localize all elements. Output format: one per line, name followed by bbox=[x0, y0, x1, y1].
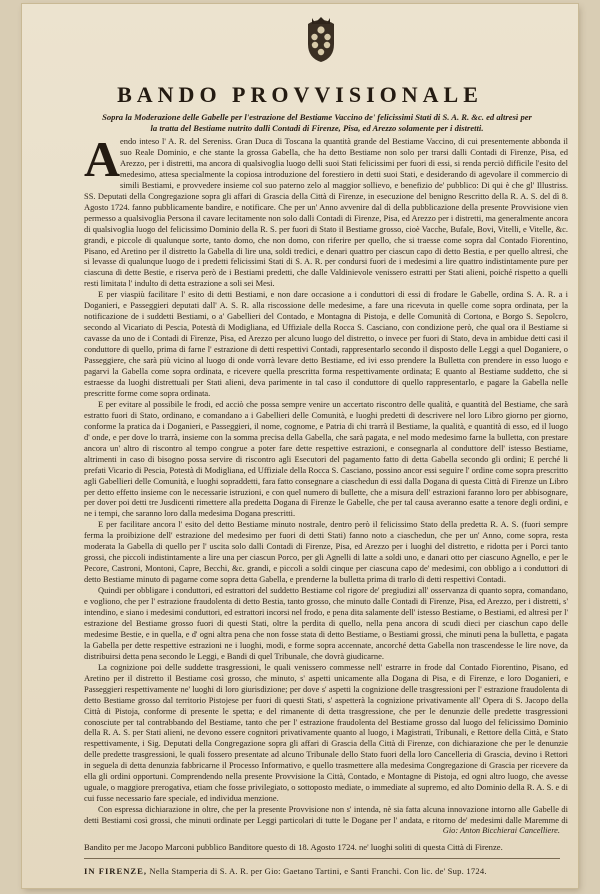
document-subtitle: Sopra la Moderazione delle Gabelle per l'estrazione del Bestiame Vaccino de' felicissimi Stati di S. A. R. &c. ed altresì per la tratta del Bestiame nutrito dalli Contadi di Firenze, Pisa, ed Arezzo solamente per i distretti. bbox=[102, 112, 532, 133]
paragraph: E per evitare al possibile le frodi, ed acciò che possa sempre venire un accertato riscontro delle qualità, e quantità del Bestiame, che sarà estratto fuori di Stato, ordinano, e comandano a i Gabellieri delle Comunità, e luoghi predetti di descrivere nel loro Libro giorno per giorno, conforme la pratica da i Doganieri, e Passeggieri, il nome, cognome, e Patria di chi trarrà il Bestiame, la qualità, e quantità di esso, ed il luogo d' onde, e per dove lo trarrà, insieme con la somma precisa della Gabella, che sarà pagata, e nel modo medesimo farne la bulletta, con prestare ancora un' altro di riscontro al tempo congrue a poter fare dette respettive estrazioni, e consegnarla al conduttore dell' istesso Bestiame, altrimenti in caso di bisogno possa servire di riscontro agli Esecutori del pagamento fatto di detta Gabella secondo gli ordini; E perché li prefati Vicario di Pescia, Potestà di Modigliana, ed Uffiziale della Rocca S. Casciano, possino ancor essi seguire l' ordine come sopra prescritto agli Gabellieri delle Comunità, e luoghi sopraddetti, fara fatto consegnare a ciaschedun di essi dalla Dogana di questa Città di Firenze un Libro per detto effetto insieme con le necessarie istruzioni, e con quel numero di bullette, che a misura dell' estrazioni faranno loro per abbisognare, per dover poi detti tre Jusdicenti rimettere alla predetta Dogana di Firenze le Gabelle, che per tal causa averanno esatte a tenore degli ordini, e ne i tempi, che saranno loro dalla medesima Dogana prescritti. bbox=[84, 398, 568, 519]
document-body bbox=[84, 131, 568, 826]
paragraph: endo inteso l' A. R. del Sereniss. Gran Duca di Toscana la quantità grande del Bestiame Vaccino, di cui presentemente abbonda il suo Reale Dominio, e che stante la grossa Gabella, che ha detto Bestiame non solo per trarsi dalli Contadi di Firenze, Pisa, ed Arezzo, per i distretti, ma ancora di qualsivoglia luogo delli suoi Stati felicissimi per fuori di essi, si renda perciò difficile l'esito del medesimo, attesa specialmente la copiosa introduzione del forestiero in detti suoi Stati, e desiderando di agevolare il commercio di simili Bestiami, e provvedere insieme col suo paterno zelo al maggior sollievo, e benefizio de' pubblico: Di qui è che gl' Illustriss. SS. Deputati della Congregazione sopra gli affari di Grascia della Città di Firenze, in esecuzione del benigno Rescritto della R. A. S. del dì 8. Agosto 1724. fanno pubblicamente bandire, e notificare. Che per un' Anno avvenire dal dì della pubblicazione della presente Provvisione vien permesso a qualsivoglia Persona il cavare lecitamente non solo dalli Contadi di Firenze, Pisa, ed Arezzo per i distretti, ma generalmente ancora di qualsivoglia luogo del felicissimo Dominio della R. S. per fuori di Stato il Bestiame grosso, cioè Vacche, Bufale, Bovi, Vitelli, e Vitelle, &c. grandi, e piccole di qualunque sorte, tanto domo, che non domo, con riferire per quello, che si traesse come sopra dal Contado Fiorentino, Pisano, ed Aretino per il distretto la Gabella di lire una, soldi tredici, e denari quattro per ciascun capo di detto Bestia, e per quello altresì, che si levasse di qualunque luogo de i predetti felicissimi Stati di S. A. R. per condursi fuori de i medesimi a lire quattro indistintamente pure per ciascuna di dette Bestie, e riserva però de i Bestiami predetti, che dalle Valdinievole venissero estratti per Stati alieni, poiché rispetto a quelli resti limitata l' indulto di detta estrazione a soli sei Mesi. bbox=[84, 136, 568, 289]
chancellor-signature: Gio: Anton Bicchierai Cancelliere. bbox=[442, 826, 560, 835]
drop-cap: A bbox=[84, 131, 121, 187]
paragraph: Quindi per obbligare i conduttori, ed estrattori del suddetto Bestiame col rigore de' pregiudizi all' osservanza di quanto sopra, comandano, e vogliono, che per l' estrazione fraudolenta di detto Bestia, tanto grosso, che minuto dalle Contadi di Firenze, Pisa, ed Arezzo, per i distretti, s' intendino, e siano i medesimi conduttori, ed estrattori incorsi nel frodo, e pena dita salamente dell' istesso Bestiame, o Bestiami, ed altresì per l' estrazione del Bestiame grosso fuori di questi Stati, oltre la perdita di quello, nella pena ancora di scudi dieci per ciaschun capo delle medesime Bestie, e in quella, e d' ogni altra pena che non fosse stata di detto Bestiame, o Bestiami grossi, che minuti pena la bulletta, e pagata la Gabella per dette respettive estrazioni ne i luoghi, modi, e forme sopra accennate, ancorché detta Gabella non trascendesse le lire nove, da distribuirsi detta pena secondo le Leggi, e Bandi di quel Tribunale, che dovrà giudicarne. bbox=[84, 585, 568, 661]
paragraph: E per viaspiù facilitare l' esito di detti Bestiami, e non dare occasione a i conduttori di essi di frodare le Gabelle, ordina S. A. R. a i Doganieri, e Passeggieri deputati dall' A. S. R. alla riscossione delle medesime, a fare una ricevuta in quelle come sopra ordinata, per la notificazione de i suddetti Bestiami, o a' Gabellieri del Contado, e Montagna di Pistoja, e delle Comunità di Cortona, e Borgo S. Sepolcro, secondo al Vicariato di Pescia, Potestà di Modigliana, ed Uffiziale della Rocca S. Casciano, con condizione però, che qual ora il Bestiame si cavasse da uno de i Contadi di Firenze, Pisa, ed Arezzo per alcuno luogo del distretto, o invece per fuori di Stato, deva in ambidue detti casi il conduttore di quello, prima di farne l' estrazione di detti respettivi Contadi, rappresentarlo secondo il disposto delle Leggi a quel Doganiere, o Passeggiere, che sarà più vicino al luogo di onde vorrà levare detto Bestiame, ed ivi esso prendere la Bulletta con prendere in esso luogo e pagarvi la Gabella come sopra ordinata, e ricevere quella prescritta forma respettivamente ordinata; E quanto al Bestiame suddetto, che si estraesse da luoghi distrettuali per Stati alieni, deva parimente in tal caso il conduttore di quello rappresentarlo, e pagare la Gabella nelle prescritte forme come sopra ordinata. bbox=[84, 289, 568, 398]
imprint-city: IN FIRENZE, bbox=[84, 866, 148, 876]
document-title: BANDO PROVVISIONALE bbox=[117, 82, 483, 107]
paragraph: E per facilitare ancora l' esito del detto Bestiame minuto nostrale, dentro però il felicissimo Stato della predetta R. A. S. (fuori sempre ferma la proibizione dell' estrazione del medesimo per fuori di detti Stati) fanno noto a ciaschedun, che per un' Anno, come sopra, resta moderata la Gabella di quello per l' uscita solo dalli Contadi di Firenze, Pisa, ed Arezzo per i luoghi del distretto, e ridotta per i Porci tanto grossi, che piccoli indistintamente a lire una per ciascun Porco, per gli Agnelli di latte a soldi uno, e danari otto per ciascuno Agnello, e per le Pecore, Castroni, Montoni, Capre, Becchi, &c. grandi, e piccoli a soldi cinque per ciascuna capo de' medesimi, con obbligo a i conduttori di detto Bestiame minuto di pagarne come sopra detta Gabella, e prenderne la bulletta prima di trarlo di detti respettivi Contadi. bbox=[84, 519, 568, 585]
footer-divider bbox=[84, 858, 560, 859]
imprint-text: Nella Stamperia di S. A. R. per Gio: Gaetano Tartini, e Santi Franchi. Con lic. de' Sup. 1724. bbox=[149, 866, 487, 876]
paragraph: Con espressa dichiarazione in oltre, che per la presente Provvisione non s' intenda, nè sia fatta alcuna innovazione intorno alle Gabelle di detti Bestiami così grossi, che minuti ordinate per Leggi particolari di tutte le Dogane per l' andata, e ritorno de' medesimi dalle Maremme di bbox=[84, 804, 568, 826]
medici-crest-icon bbox=[302, 14, 340, 64]
proclamation-note: Bandito per me Jacopo Marconi pubblico Banditore questo di 18. Agosto 1724. ne' luoghi soliti di questa Città di Firenze. bbox=[84, 842, 503, 852]
paragraph: La cognizione poi delle suddette trasgressioni, le quali venissero commesse nell' estrarre in frode dal Contado Fiorentino, Pisano, ed Aretino per il distretto il Bestiame così grosso, che minuto, s' aspetti unicamente alla Dogana di Pisa, e di Firenze, e loro Doganieri, e Passeggieri respettivamente ne' luoghi di loro giurisdizione; per dove s' aspetti la cognizione delle trasgressioni per l' estrazione fraudolenta di detto Bestiame grosso dal territorio Pistojese per fuori di questi Stati, s' aspetterà la cognizione privativamente all' Opera di S. Jacopo della Città di Pistoja, conforme di presente le spetta; e del rimanente di detta trasgressione, che per le denunzie delle predette trasgressioni conosciute per tal contrabbando del Bestiame, tanto che per l' estrazione fraudolenta del Bestiame grosso dal luogo del felicissimo Dominio della R. A. S. per Stati alieni, ne devono essere cognitori privativamente quanto al luogo, i Magistrati, Tribunali, e Rettore della Città, e Stato respettivamente, i Sig. Deputati della Congregazione sopra gli affari di Grascia della Città di Firenze, con dichiarazione che per le denunzie delle predette trasgressioni, le quali fossero presentate ad alcuno Tribunale dello Stato fuori della loro Cancelleria di Grascia, devino i Rettori in seguela di detta denunzia fabbricarne il Processo Informativo, e quello trasmettere alla medesima Congregazione di Grascia per ricevere da ella gli ordini opportuni. Comprendendo nella presente Provvisione la Città, Contado, e Montagne di Pistoja, ed ogni altro luogo, che avesse uguale, o maggiore prerogativa, etiam che fosse privilegiato, o sottoposto mediate, o immediate al supremo, ed alto Dominio della R. A. S. e di cui fusse necessario fare speciale, ed individua menzione. bbox=[84, 661, 568, 804]
printer-imprint bbox=[84, 866, 560, 876]
